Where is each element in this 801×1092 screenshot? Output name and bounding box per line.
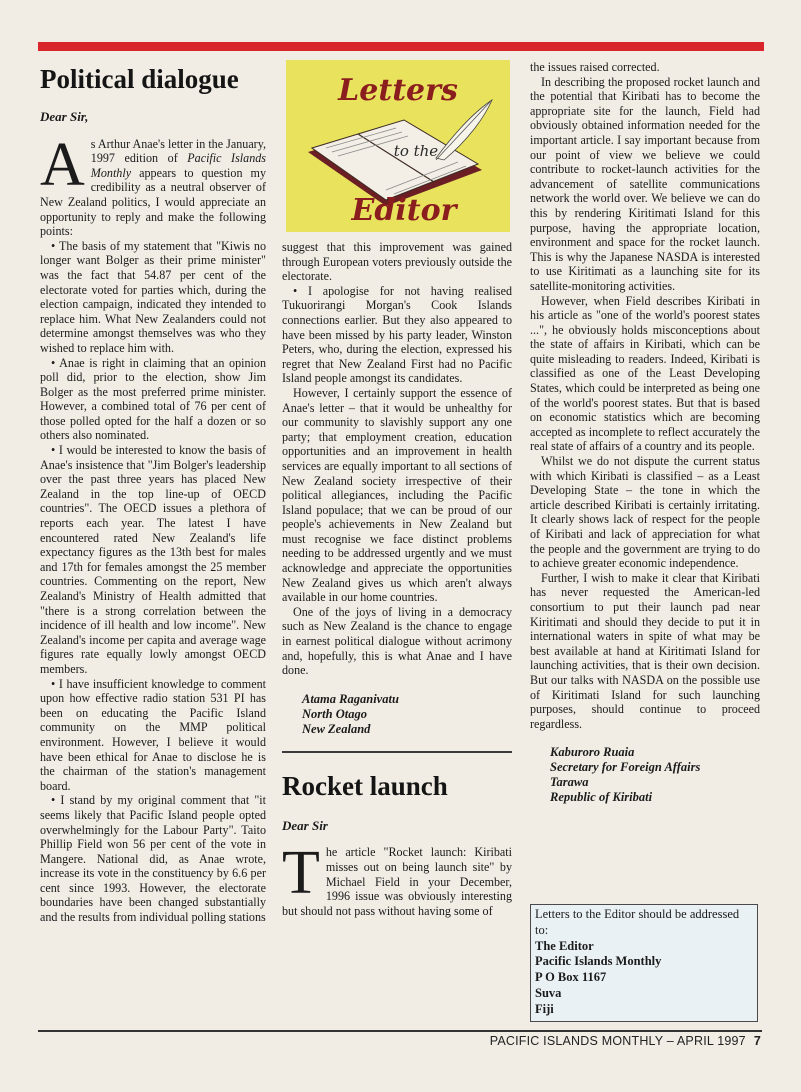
signature-line: New Zealand	[302, 721, 371, 736]
signature-block	[550, 745, 760, 805]
paragraph: In describing the proposed rocket launch and the potential that Kiribati has to become the appropriate site for the launch, Field had obviously obtained information needed for the important article. I say important because from our point of view we believe we could contribute to rocket-launch activities for the advancement of satellite communications network the world over. We believe we can do this by rendering Kiritimati Island for this purpose, having the appropriate location, environment and space for the rocket launch. This is why the Japanese NASDA is interested to use Kiritimati as a launching site for its satellite-monitoring activities.	[530, 74, 760, 293]
signature-line: Kaburoro Ruaia	[550, 745, 635, 760]
paragraph: suggest that this improvement was gained through European voters previously outside the electorate.	[282, 240, 512, 284]
paragraph: • I stand by my original comment that "it seems likely that Pacific Island people opted overwhelmingly for the Labour Party". Taito Phillip Field won 56 per cent of the vote in Mangere. National did, as Anae wrote, increase its vote in the constituency by 6.6 per cent since 1993. However, the electorate boundaries have been changed substantially and the results from individual polling stations	[40, 793, 266, 925]
paragraph: • Anae is right in claiming that an opinion poll did, prior to the election, show Jim Bolger as the most preferred prime minister. However, a combined total of 76 per cent of those polled opted for the half a dozen or so others also nominated.	[40, 355, 266, 443]
article-title-rocket-launch: Rocket launch	[282, 770, 448, 801]
article-title-political-dialogue: Political dialogue	[40, 64, 239, 94]
salutation: Dear Sir,	[40, 109, 89, 124]
submission-info-box	[530, 904, 758, 1022]
signature-line: Republic of Kiribati	[550, 790, 653, 805]
letters-to-the-editor-banner	[286, 60, 510, 232]
page-number: 7	[753, 1034, 761, 1048]
drop-cap: A	[40, 130, 85, 199]
publication-name: Pacific Islands Monthly	[90, 151, 266, 180]
letter-intro: As Arthur Anae's letter in the January, 1997 edition of Pacific Islands Monthly appears to question my credibility as a neutral observer of New Zealand politics, I would appreciate an opportunity to reply and make the following points:	[40, 130, 266, 239]
paragraph: the issues raised corrected.	[530, 60, 660, 74]
page-footer	[490, 1034, 761, 1048]
footer-publication: PACIFIC ISLANDS MONTHLY – APRIL 1997	[489, 1034, 746, 1048]
paragraph: • I would be interested to know the basis of Anae's insistence that "Jim Bolger's leadership over the past three years has placed New Zealand in the top line-up of OECD countries". The OECD issues a plethora of reports each year. The latest I have encountered rated New Zealand's life expectancy figures as the 13th best for males and 17th for females amongst the 25 member countries. Commenting on the report, New Zealand's Ministry of Health admitted that "there is a strong correlation between the incidence of ill health and low income". New Zealand's income per capita and average wage figures rate equally lowly amongst OECD members.	[40, 443, 266, 676]
paragraph: However, when Field describes Kiribati in his article as "one of the world's poorest states ...", he obviously holds misconceptions about the state of affairs in Kiribati, which can be quite misleading to readers. Indeed, Kiribati is classified as one of the Least Developing States, which could be interpreted as being one of the world's poorest states. But that is based on economic statistics which are becoming accepted as incomplete to reflect accurately the real state of affairs of a country and its people.	[530, 293, 760, 454]
signature-block	[302, 692, 512, 737]
info-address-line: Pacific Islands Monthly	[535, 954, 662, 969]
paragraph: Whilst we do not dispute the current status with which Kiribati is classified – as a Least Developing State – the tone in which the article described Kiribati is certainly irritating. It clearly shows lack of respect for the people of Kiribati and lack of appreciation for what the people and the government are trying to do to achieve greater economic independence.	[530, 454, 760, 571]
info-text: Letters to the Editor should be addressed to:	[535, 907, 740, 937]
open-book-quill-icon	[286, 60, 510, 232]
signature-line: North Otago	[302, 706, 367, 721]
info-address-line: P O Box 1167	[535, 970, 607, 985]
paragraph: However, I certainly support the essence of Anae's letter – that it would be unhealthy for our community to slavishly support any one party; that employment creation, education opportunities and an improvement in health services are equally important to all sections of New Zealand society irrespective of their political allegiances, including the Pacific Island populace; that we can be proud of our people's achievements in New Zealand but must recognise we face distinct problems needing to be addressed urgently and we must acknowledge and appreciate the opportunities New Zealand gives us which aren't always available in our home countries.	[282, 385, 512, 605]
accent-bar	[38, 42, 764, 51]
signature-line: Secretary for Foreign Affairs	[550, 760, 701, 775]
signature-line: Atama Raganivatu	[302, 691, 399, 706]
column-1	[40, 60, 266, 925]
signature-line: Tarawa	[550, 775, 589, 790]
drop-cap: T	[282, 839, 320, 908]
paragraph: One of the joys of living in a democracy such as New Zealand is the chance to engage in earnest political dialogue without acrimony and, hopefully, this is what Anae and I have done.	[282, 604, 512, 678]
info-address-line: The Editor	[535, 938, 594, 953]
banner-title-to-the: to the	[393, 142, 439, 160]
banner-title-editor: Editor	[351, 193, 457, 228]
salutation: Dear Sir	[282, 817, 328, 833]
paragraph: Further, I wish to make it clear that Kiribati has never requested the American-led consortium to put their launch pad near Kiritimati and should they decide to put it in international waters in spite of what may be best available at hand at Kiritimati Island for launching activities, that is their own decision. But our talks with NASDA on the possible use of Kiritimati Island for such launching purposes, should continue to proceed regardless.	[530, 570, 760, 731]
column-2	[282, 60, 512, 918]
paragraph: • The basis of my statement that "Kiwis no longer want Bolger as their prime minister" was the fact that 54.87 per cent of the electorate voted for parties which, during the election campaign, indicated they intended to replace him. What New Zealanders could not determine amongst themselves was who they wished to replace him with.	[40, 238, 266, 355]
paragraph: • I apologise for not having realised Tukuorirangi Morgan's Cook Islands connections earlier. But they also appeared to have been missed by his party leader, Winston Peters, who, during the election, expressed his regret that New Zealand First had no Pacific Island people amongst its candidates.	[282, 283, 512, 386]
footer-rule	[38, 1030, 762, 1032]
info-address-line: Suva	[535, 985, 562, 1000]
column-3	[530, 60, 760, 805]
paragraph: • I have insufficient knowledge to comment upon how effective radio station 531 PI has been on educating the Pacific Island community on the MMP political environment. However, I believe it would have been ethical for Anae to disclose he is the chairman of the station's management board.	[40, 676, 266, 793]
banner-title-letters: Letters	[338, 73, 458, 108]
section-divider	[282, 751, 512, 753]
letter-intro: The article "Rocket launch: Kiribati misses out on being launch site" by Michael Field in your December, 1996 issue was obviously interesting but should not pass without having some of	[282, 839, 512, 918]
info-address-line: Fiji	[535, 1001, 554, 1016]
